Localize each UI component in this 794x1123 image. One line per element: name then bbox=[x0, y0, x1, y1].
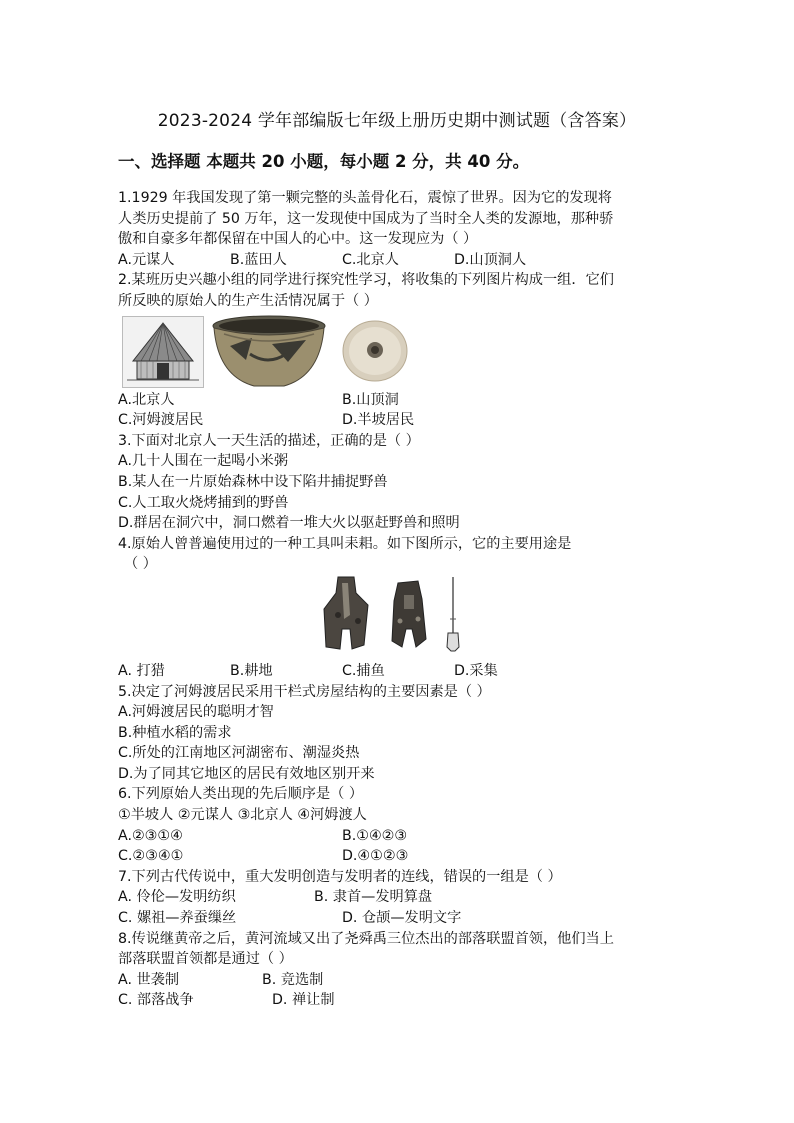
question-2-line-2: 所反映的原始人的生产生活情况属于（ ） bbox=[118, 292, 378, 309]
option-d: D. 禅让制 bbox=[272, 992, 335, 1009]
question-8-options-2 bbox=[118, 990, 678, 1011]
option-a: A. 伶伦—发明纺织 bbox=[118, 889, 236, 906]
option-c: C. 部落战争 bbox=[118, 992, 194, 1009]
question-6-line-1: 6.下列原始人类出现的先后顺序是（ ） bbox=[118, 786, 364, 803]
question-6-line-2: ①半坡人 ②元谋人 ③北京人 ④河姆渡人 bbox=[118, 807, 367, 824]
option-b: B.耕地 bbox=[230, 662, 273, 679]
question-6-options-1 bbox=[118, 826, 678, 847]
question-5-line-1: 5.决定了河姆渡居民采用干栏式房屋结构的主要因素是（ ） bbox=[118, 683, 491, 700]
question-2-line-1: 2.某班历史兴趣小组的同学进行探究性学习，将收集的下列图片构成一组．它们 bbox=[118, 272, 614, 289]
questions bbox=[118, 188, 678, 1011]
question-4-options bbox=[118, 661, 678, 682]
question-3-line-1: 3.下面对北京人一天生活的描述，正确的是（ ） bbox=[118, 432, 420, 449]
option-d: D.④①②③ bbox=[342, 848, 409, 865]
bone-si-tool-2 bbox=[388, 579, 430, 649]
option-a: A.北京人 bbox=[118, 391, 175, 408]
section-heading: 一、选择题 本题共 20 小题，每小题 2 分，共 40 分。 bbox=[118, 152, 530, 171]
painted-pottery-bowl bbox=[210, 314, 328, 390]
option-b: B.山顶洞 bbox=[342, 391, 399, 408]
option-d: D.采集 bbox=[454, 662, 498, 679]
option-b: B. 竞选制 bbox=[262, 971, 324, 988]
question-5-option-d: D.为了同其它地区的居民有效地区别开来 bbox=[118, 765, 375, 782]
option-b: B.①④②③ bbox=[342, 827, 408, 844]
option-d: D. 仓颉—发明文字 bbox=[342, 910, 462, 927]
question-1-line-2: 人类历史提前了 50 万年，这一发现使中国成为了当时全人类的发源地，那种骄 bbox=[118, 210, 614, 227]
question-3-option-d: D.群居在洞穴中，洞口燃着一堆大火以驱赶野兽和照明 bbox=[118, 515, 460, 532]
option-a: A.②③①④ bbox=[118, 827, 183, 844]
option-b: B. 隶首—发明算盘 bbox=[314, 889, 433, 906]
question-4-images bbox=[118, 575, 678, 661]
question-3-option-c: C.人工取火烧烤捕到的野兽 bbox=[118, 494, 289, 511]
question-7-options-2 bbox=[118, 908, 678, 929]
option-b: B.蓝田人 bbox=[230, 251, 287, 268]
bone-si-tool bbox=[318, 575, 374, 651]
question-4-line-2: （ ） bbox=[124, 556, 157, 573]
question-1-line-3: 傲和自豪多年都保留在中国人的心中。这一发现应为（ ） bbox=[118, 231, 478, 248]
option-c: C. 嫘祖—养蚕缫丝 bbox=[118, 910, 237, 927]
option-a: A. 世袭制 bbox=[118, 971, 180, 988]
stone-disc bbox=[340, 318, 410, 384]
question-7-options-1 bbox=[118, 887, 678, 908]
question-8-line-1: 8.传说继黄帝之后，黄河流域又出了尧舜禹三位杰出的部落联盟首领，他们当上 bbox=[118, 930, 614, 947]
question-5-option-b: B.种植水稻的需求 bbox=[118, 724, 232, 741]
option-c: C.捕鱼 bbox=[342, 662, 385, 679]
option-d: D.山顶洞人 bbox=[454, 251, 527, 268]
question-6-options-2 bbox=[118, 846, 678, 867]
option-c: C.②③④① bbox=[118, 848, 184, 865]
question-3-option-b: B.某人在一片原始森林中设下陷井捕捉野兽 bbox=[118, 473, 388, 490]
si-drawing bbox=[444, 575, 462, 653]
option-a: A. 打猎 bbox=[118, 662, 165, 679]
question-5-option-c: C.所处的江南地区河湖密布、潮湿炎热 bbox=[118, 745, 360, 762]
option-d: D.半坡居民 bbox=[342, 412, 415, 429]
question-3-option-a: A.几十人围在一起喝小米粥 bbox=[118, 453, 289, 470]
question-2-options-2 bbox=[118, 410, 678, 431]
option-c: C.北京人 bbox=[342, 251, 399, 268]
question-2-images bbox=[118, 314, 678, 390]
hut-picture bbox=[122, 316, 204, 388]
question-8-line-2: 部落联盟首领都是通过（ ） bbox=[118, 951, 293, 968]
question-1-options bbox=[118, 250, 678, 271]
question-1-line-1: 1.1929 年我国发现了第一颗完整的头盖骨化石，震惊了世界。因为它的发现将 bbox=[118, 190, 612, 206]
question-4-line-1: 4.原始人曾普遍使用过的一种工具叫耒耜。如下图所示，它的主要用途是 bbox=[118, 535, 572, 552]
option-c: C.河姆渡居民 bbox=[118, 412, 204, 429]
question-5-option-a: A.河姆渡居民的聪明才智 bbox=[118, 704, 274, 721]
option-a: A.元谋人 bbox=[118, 251, 175, 268]
page-title: 2023-2024 学年部编版七年级上册历史期中测试题（含答案） bbox=[157, 111, 637, 131]
question-8-options-1 bbox=[118, 970, 678, 991]
question-7-line-1: 7.下列古代传说中，重大发明创造与发明者的连线，错误的一组是（ ） bbox=[118, 868, 562, 885]
question-2-options-1 bbox=[118, 390, 678, 411]
